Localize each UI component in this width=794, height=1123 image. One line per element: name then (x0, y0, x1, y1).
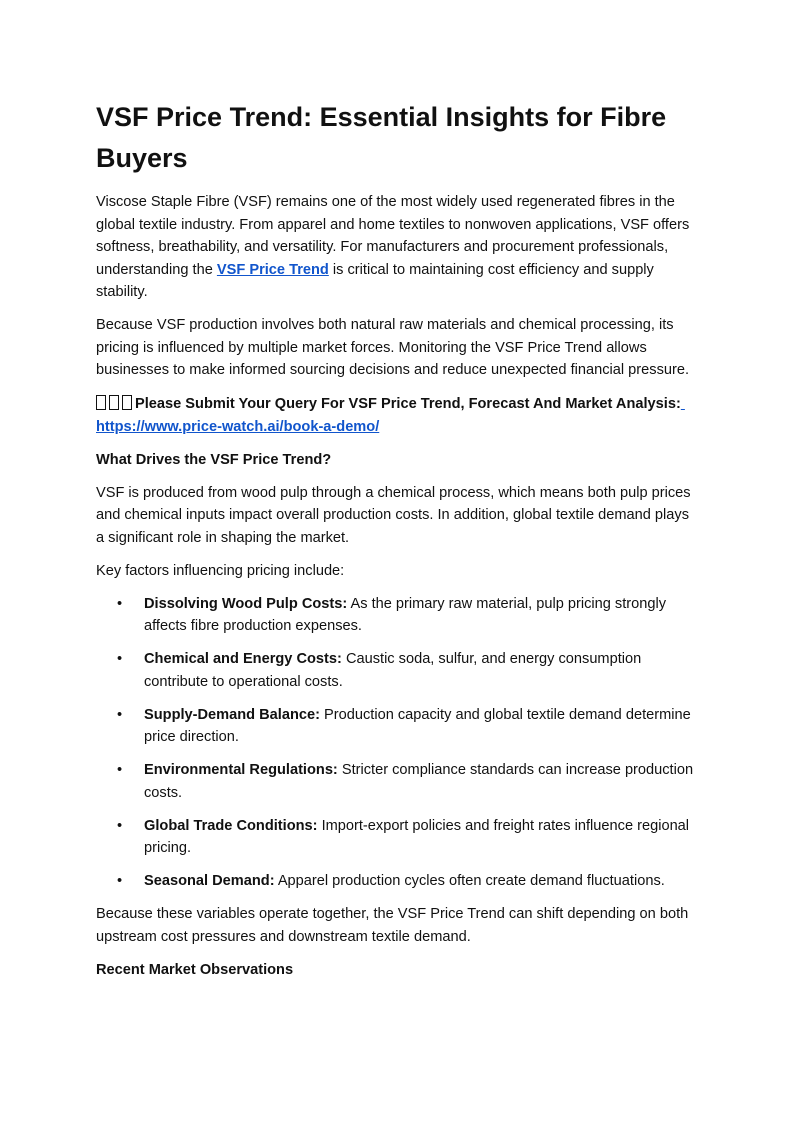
factor-text: Import-export policies and freight rates influence regional pricing. (144, 817, 690, 856)
factor-text: Stricter compliance standards can increase production costs. (144, 762, 694, 801)
monitoring-paragraph: Because VSF production involves both natural raw materials and chemical processing, its pricing is influenced by multiple market forces. Monitoring the VSF Price Trend allows businesses to make informed sourcing decisions and reduce unexpected financial pressure. (96, 317, 690, 378)
document-page (96, 97, 698, 992)
cta-paragraph (96, 392, 698, 438)
intro-text-start: Viscose Staple Fibre (VSF) remains one of the most widely used regenerated fibres in the global textile industry. From apparel and home textiles to nonwoven applications, VSF offers softness, breathability, and versatility. For manufacturers and procurement professionals, understanding the (96, 194, 690, 278)
bullet-icon: • (117, 817, 123, 834)
section-heading-observations: Recent Market Observations (96, 961, 294, 978)
factor-text: Production capacity and global textile demand determine price direction. (144, 706, 691, 745)
article-title: VSF Price Trend: Essential Insights for Fibre Buyers (96, 102, 667, 173)
list-item (96, 870, 698, 893)
factor-label: Chemical and Energy Costs: (144, 651, 342, 667)
list-item (96, 704, 698, 749)
factor-label: Dissolving Wood Pulp Costs: (144, 595, 348, 612)
section-heading-drivers: What Drives the VSF Price Trend? (96, 451, 332, 468)
factor-text: As the primary raw material, pulp pricing strongly affects fibre production expenses. (144, 595, 667, 634)
bullet-icon: • (117, 706, 123, 723)
factor-label: Global Trade Conditions: (144, 817, 318, 834)
missing-glyph-icon (122, 395, 132, 410)
factor-text: Apparel production cycles often create demand fluctuations. (274, 873, 665, 889)
list-item (96, 815, 698, 860)
drivers-paragraph: VSF is produced from wood pulp through a chemical process, which means both pulp prices and chemical inputs impact overall production costs. In addition, global textile demand plays a significant role in shaping the market. (96, 484, 691, 546)
bullet-icon: • (117, 651, 123, 667)
vsf-price-trend-link[interactable]: VSF Price Trend (216, 261, 329, 278)
factor-text: Caustic soda, sulfur, and energy consumption contribute to operational costs. (144, 651, 642, 690)
bullet-icon: • (117, 873, 123, 889)
cta-text: Please Submit Your Query For VSF Price Trend, Forecast And Market Analysis: (135, 396, 681, 412)
book-demo-link[interactable]: https://www.price-watch.ai/book-a-demo/ (96, 418, 380, 435)
bullet-icon: • (117, 762, 123, 778)
closing-paragraph: Because these variables operate together, the VSF Price Trend can shift depending on both upstream cost pressures and downstream textile demand. (96, 906, 689, 945)
factors-list (96, 593, 698, 893)
factors-intro: Key factors influencing pricing include: (96, 562, 345, 579)
missing-glyph-icon (109, 395, 119, 410)
missing-glyph-icon (96, 395, 106, 410)
list-item (96, 648, 698, 693)
factor-label: Environmental Regulations: (144, 762, 338, 778)
list-item (96, 593, 698, 638)
intro-text-end: is critical to maintaining cost efficiency and supply stability. (96, 261, 654, 300)
missing-glyph-icons (96, 394, 135, 412)
intro-paragraph (96, 191, 698, 304)
bullet-icon: • (117, 595, 123, 612)
cta-link-space[interactable] (681, 396, 685, 412)
factor-label: Seasonal Demand: (144, 873, 275, 889)
list-item (96, 759, 698, 804)
factor-label: Supply-Demand Balance: (144, 706, 320, 723)
